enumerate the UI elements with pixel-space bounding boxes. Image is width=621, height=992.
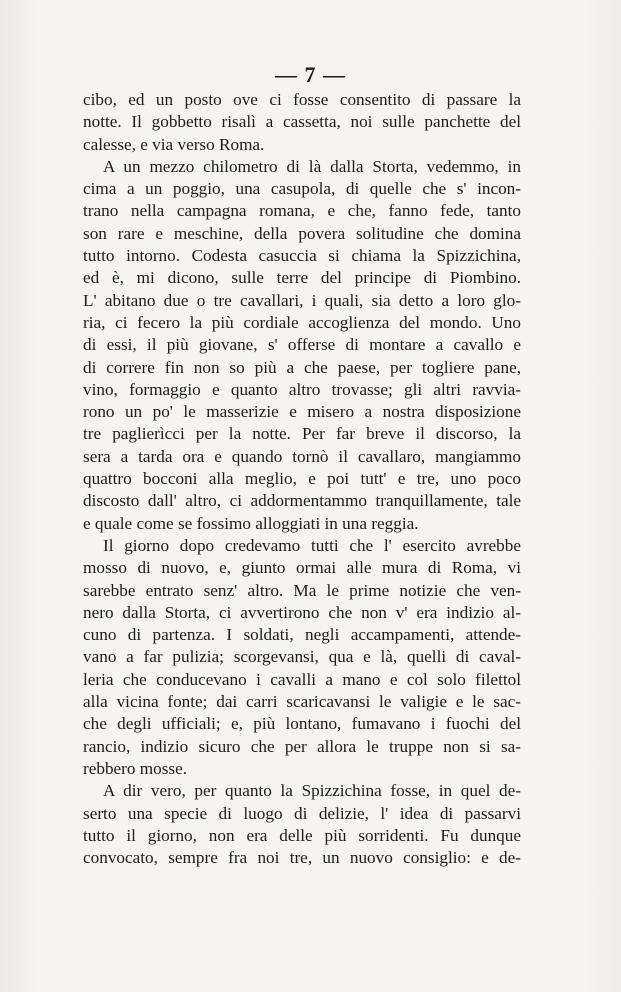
text-line: rono un po' le masserizie e misero a nostra disposizione xyxy=(83,402,521,422)
text-line: serto una specie di luogo di delizie, l' idea di passarvi xyxy=(83,803,521,823)
text-line: di essi, il più giovane, s' offerse di montare a cavallo e xyxy=(83,335,521,355)
text-line: discosto dall' altro, ci addormentammo tranquillamente, tale xyxy=(83,491,521,511)
text-line: notte. Il gobbetto risalì a cassetta, noi sulle panchette del xyxy=(83,112,521,132)
text-line: ria, ci fecero la più cordiale accoglienza del mondo. Uno xyxy=(83,312,521,332)
text-line: nero dalla Storta, ci avvertirono che non v' era indizio al- xyxy=(83,602,521,622)
text-line: A dir vero, per quanto la Spizzichina fosse, in quel de- xyxy=(103,781,521,801)
text-line: mosso di nuovo, e, giunto ormai alle mura di Roma, vi xyxy=(83,558,521,578)
text-line: son rare e meschine, della povera solitudine che domina xyxy=(83,223,521,243)
text-line: alla vicina fonte; dai carri scaricavansi le valigie e le sac- xyxy=(83,692,521,712)
text-line: sera a tarda ora e quando tornò il cavallaro, mangiammo xyxy=(83,446,521,466)
text-line: tutto il giorno, non era delle più sorridenti. Fu dunque xyxy=(83,825,521,845)
text-line: L' abitano due o tre cavallari, i quali, sia detto a loro glo- xyxy=(83,290,521,310)
text-line: che degli ufficiali; e, più lontano, fumavano i fuochi del xyxy=(83,714,521,734)
text-line: tutto intorno. Codesta casuccia si chiama la Spizzichina, xyxy=(83,246,521,266)
text-line: di correre fin non so più a che paese, per togliere pane, xyxy=(83,357,521,377)
text-line: sarebbe entrato senz' altro. Ma le prime notizie che ven- xyxy=(83,580,521,600)
text-line: tre paglierìcci per la notte. Per far breve il discorso, la xyxy=(83,424,521,444)
text-line: rancio, indizio sicuro che per allora le truppe non si sa- xyxy=(83,736,521,756)
text-line: rebbero mosse. xyxy=(83,758,188,778)
page-number: — 7 — xyxy=(275,62,346,87)
text-line: e quale come se fossimo alloggiati in una reggia. xyxy=(83,513,419,533)
text-line: cibo, ed un posto ove ci fosse consentito di passare la xyxy=(83,90,521,109)
text-line: vano a far pulizia; scorgevansi, qua e là, quelli di caval- xyxy=(83,647,521,667)
text-line: vino, formaggio e quanto altro trovasse; gli altri ravvia- xyxy=(83,379,521,399)
text-line: quattro bocconi alla meglio, e poi tutt' e tre, uno poco xyxy=(83,469,521,489)
text-line: A un mezzo chilometro di là dalla Storta, vedemmo, in xyxy=(103,156,521,176)
text-line: cima a un poggio, una casupola, di quelle che s' incon- xyxy=(83,179,521,199)
body-text xyxy=(83,89,521,869)
text-line: trano nella campagna romana, e che, fanno fede, tanto xyxy=(83,201,521,221)
text-line: ed è, mi dicono, sulle terre del principe di Piombino. xyxy=(83,268,521,288)
text-line: calesse, e via verso Roma. xyxy=(83,134,265,154)
text-line: leria che conducevano i cavalli a mano e col solo filettol xyxy=(83,669,521,689)
text-line: convocato, sempre fra noi tre, un nuovo consiglio: e de- xyxy=(83,848,521,868)
text-line: Il giorno dopo credevamo tutti che l' esercito avrebbe xyxy=(103,535,521,555)
text-line: cuno di partenza. I soldati, negli accampamenti, attende- xyxy=(83,625,521,645)
